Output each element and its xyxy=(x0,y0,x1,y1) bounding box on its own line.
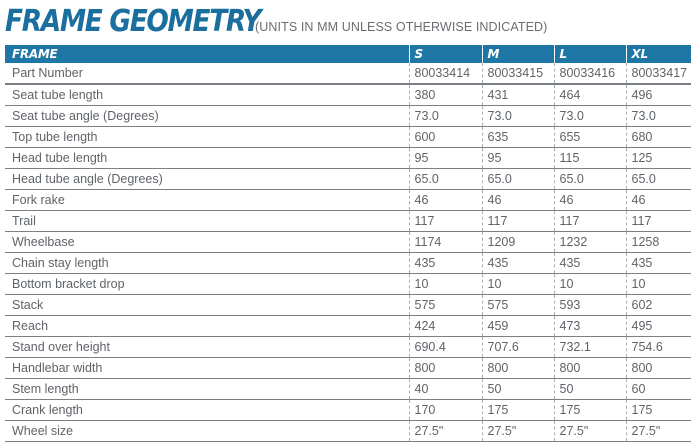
table-row xyxy=(5,379,691,400)
cell-m: 95 xyxy=(482,148,554,169)
table-row xyxy=(5,358,691,379)
row-label: Wheel size xyxy=(5,421,409,442)
table-row xyxy=(5,253,691,274)
table-header-row xyxy=(5,45,691,63)
cell-l: 655 xyxy=(554,127,626,148)
cell-xl: 602 xyxy=(626,295,691,316)
cell-l: 800 xyxy=(554,358,626,379)
column-header-s: S xyxy=(409,45,482,63)
table-row xyxy=(5,316,691,337)
cell-m: 73.0 xyxy=(482,106,554,127)
table-row xyxy=(5,169,691,190)
cell-m: 50 xyxy=(482,379,554,400)
row-label: Fork rake xyxy=(5,190,409,211)
cell-m: 65.0 xyxy=(482,169,554,190)
cell-l: 50 xyxy=(554,379,626,400)
table-row xyxy=(5,295,691,316)
table-row xyxy=(5,400,691,421)
cell-l: 175 xyxy=(554,400,626,421)
cell-xl: 800 xyxy=(626,358,691,379)
cell-xl: 754.6 xyxy=(626,337,691,358)
cell-l: 117 xyxy=(554,211,626,232)
cell-s: 1174 xyxy=(409,232,482,253)
table-row xyxy=(5,106,691,127)
cell-xl: 65.0 xyxy=(626,169,691,190)
column-header-xl: XL xyxy=(626,45,691,63)
column-header-l: L xyxy=(554,45,626,63)
cell-m: 10 xyxy=(482,274,554,295)
cell-l: 1232 xyxy=(554,232,626,253)
row-label: Stem length xyxy=(5,379,409,400)
cell-s: 10 xyxy=(409,274,482,295)
cell-s: 424 xyxy=(409,316,482,337)
cell-s: 380 xyxy=(409,84,482,106)
table-row xyxy=(5,190,691,211)
cell-m: 80033415 xyxy=(482,63,554,84)
cell-xl: 80033417 xyxy=(626,63,691,84)
cell-xl: 117 xyxy=(626,211,691,232)
cell-s: 65.0 xyxy=(409,169,482,190)
table-row xyxy=(5,211,691,232)
cell-m: 117 xyxy=(482,211,554,232)
table-row xyxy=(5,84,691,106)
row-label: Head tube length xyxy=(5,148,409,169)
cell-s: 27.5" xyxy=(409,421,482,442)
table-row xyxy=(5,337,691,358)
cell-xl: 1258 xyxy=(626,232,691,253)
cell-m: 635 xyxy=(482,127,554,148)
cell-m: 27.5" xyxy=(482,421,554,442)
row-label: Handlebar width xyxy=(5,358,409,379)
cell-l: 593 xyxy=(554,295,626,316)
cell-xl: 125 xyxy=(626,148,691,169)
cell-s: 95 xyxy=(409,148,482,169)
row-label: Trail xyxy=(5,211,409,232)
cell-l: 80033416 xyxy=(554,63,626,84)
table-row xyxy=(5,127,691,148)
table-row xyxy=(5,148,691,169)
cell-s: 40 xyxy=(409,379,482,400)
cell-xl: 680 xyxy=(626,127,691,148)
row-label: Stack xyxy=(5,295,409,316)
cell-s: 46 xyxy=(409,190,482,211)
column-header-frame: FRAME xyxy=(5,45,409,63)
cell-l: 473 xyxy=(554,316,626,337)
cell-m: 431 xyxy=(482,84,554,106)
cell-l: 10 xyxy=(554,274,626,295)
table-row xyxy=(5,421,691,442)
cell-l: 27.5" xyxy=(554,421,626,442)
cell-xl: 27.5" xyxy=(626,421,691,442)
cell-l: 732.1 xyxy=(554,337,626,358)
row-label: Bottom bracket drop xyxy=(5,274,409,295)
cell-xl: 496 xyxy=(626,84,691,106)
cell-m: 707.6 xyxy=(482,337,554,358)
cell-m: 459 xyxy=(482,316,554,337)
cell-m: 800 xyxy=(482,358,554,379)
cell-xl: 175 xyxy=(626,400,691,421)
cell-s: 170 xyxy=(409,400,482,421)
cell-l: 65.0 xyxy=(554,169,626,190)
column-header-m: M xyxy=(482,45,554,63)
row-label: Stand over height xyxy=(5,337,409,358)
row-label: Reach xyxy=(5,316,409,337)
cell-m: 575 xyxy=(482,295,554,316)
cell-m: 175 xyxy=(482,400,554,421)
cell-l: 73.0 xyxy=(554,106,626,127)
cell-s: 690.4 xyxy=(409,337,482,358)
cell-s: 575 xyxy=(409,295,482,316)
cell-xl: 73.0 xyxy=(626,106,691,127)
frame-geometry-table xyxy=(5,45,691,442)
cell-xl: 10 xyxy=(626,274,691,295)
cell-xl: 435 xyxy=(626,253,691,274)
table-row xyxy=(5,232,691,253)
cell-m: 46 xyxy=(482,190,554,211)
cell-l: 435 xyxy=(554,253,626,274)
row-label: Seat tube angle (Degrees) xyxy=(5,106,409,127)
row-label: Head tube angle (Degrees) xyxy=(5,169,409,190)
row-label: Wheelbase xyxy=(5,232,409,253)
cell-xl: 60 xyxy=(626,379,691,400)
cell-s: 435 xyxy=(409,253,482,274)
cell-s: 73.0 xyxy=(409,106,482,127)
row-label: Top tube length xyxy=(5,127,409,148)
cell-s: 80033414 xyxy=(409,63,482,84)
row-label: Crank length xyxy=(5,400,409,421)
table-row xyxy=(5,63,691,84)
row-label: Chain stay length xyxy=(5,253,409,274)
row-label: Seat tube length xyxy=(5,84,409,106)
title-row xyxy=(5,2,547,38)
cell-l: 46 xyxy=(554,190,626,211)
cell-xl: 495 xyxy=(626,316,691,337)
cell-s: 600 xyxy=(409,127,482,148)
units-note: (UNITS IN MM UNLESS OTHERWISE INDICATED) xyxy=(255,20,548,34)
page-title: FRAME GEOMETRY xyxy=(5,4,261,39)
cell-l: 115 xyxy=(554,148,626,169)
table-row xyxy=(5,274,691,295)
cell-s: 117 xyxy=(409,211,482,232)
cell-m: 435 xyxy=(482,253,554,274)
cell-xl: 46 xyxy=(626,190,691,211)
row-label: Part Number xyxy=(5,63,409,84)
cell-m: 1209 xyxy=(482,232,554,253)
cell-s: 800 xyxy=(409,358,482,379)
cell-l: 464 xyxy=(554,84,626,106)
